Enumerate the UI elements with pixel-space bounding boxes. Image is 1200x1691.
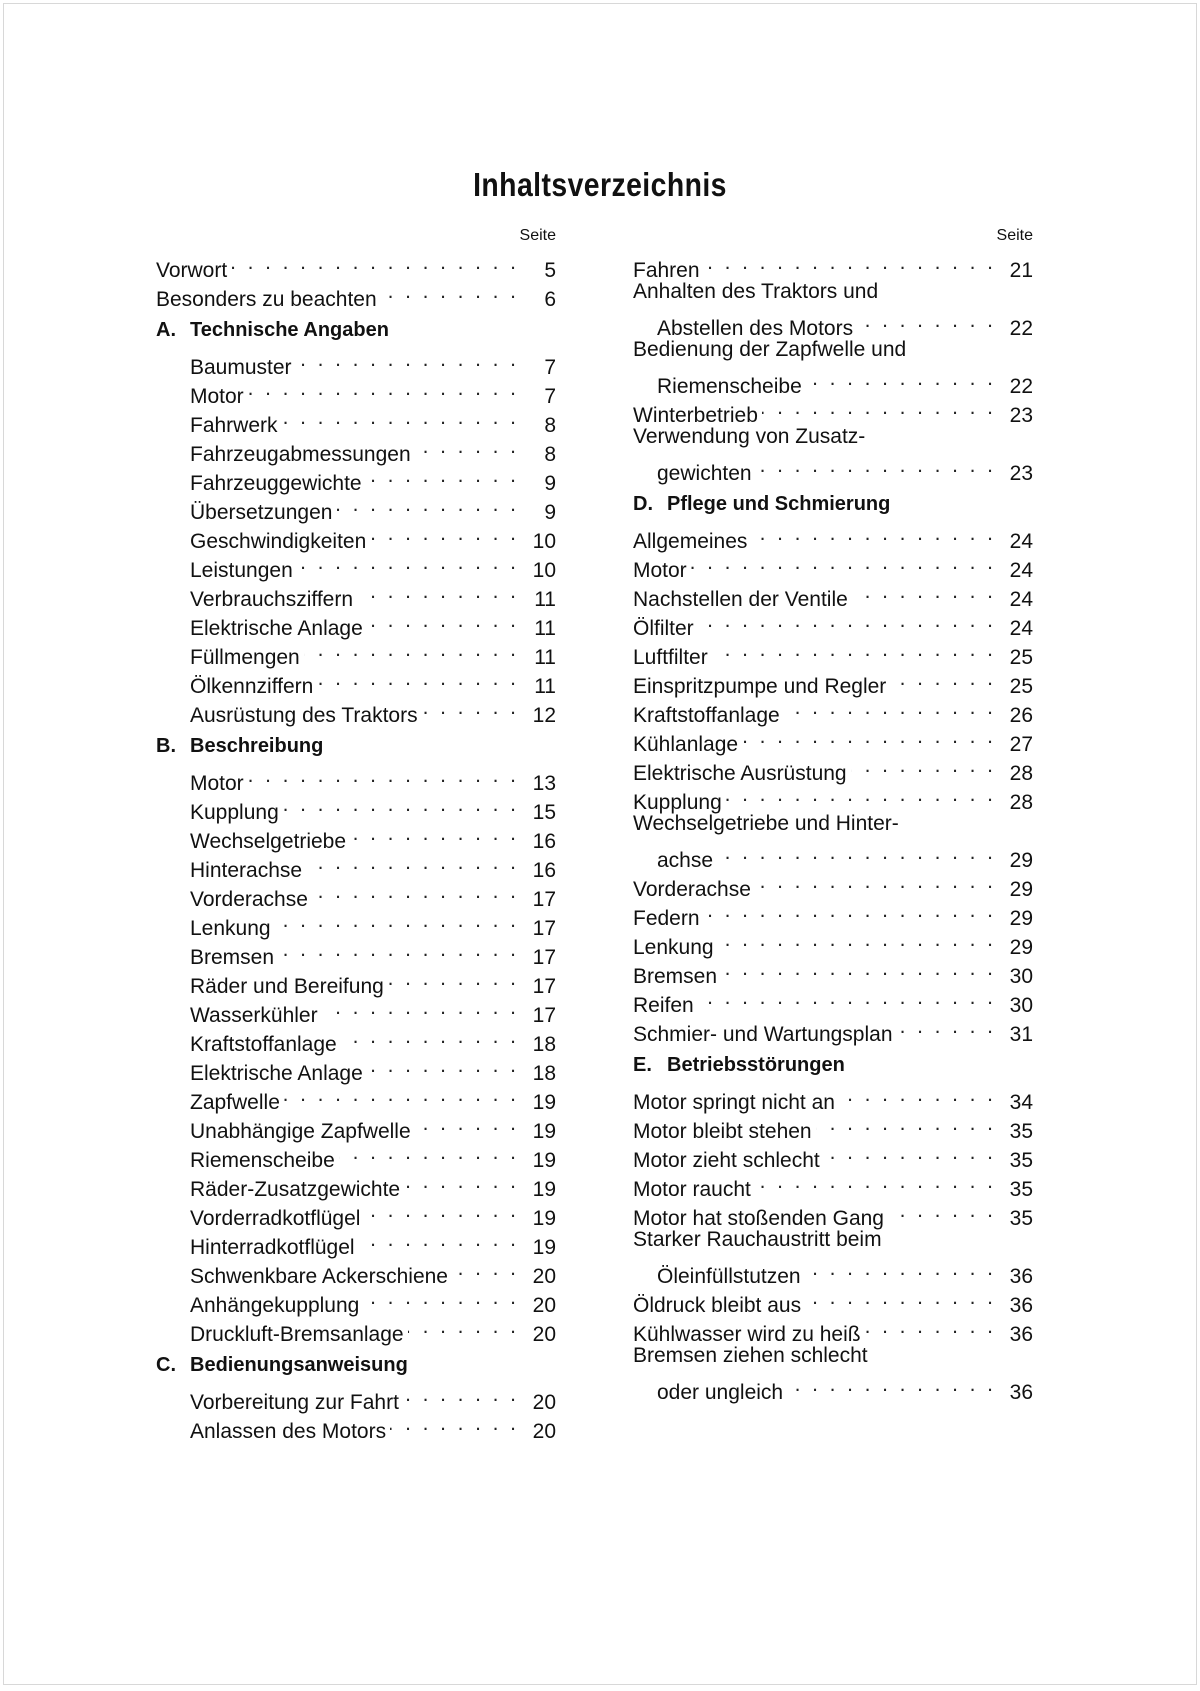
toc-entry-label: Ölfilter — [633, 617, 694, 640]
dot-leader — [712, 635, 993, 664]
dot-leader — [363, 1283, 516, 1312]
dot-leader — [317, 664, 516, 693]
toc-entry-label: Kupplung — [633, 791, 722, 814]
page-column-header — [156, 224, 556, 248]
toc-page-number: 29 — [1009, 849, 1033, 872]
toc-page-number: 34 — [1009, 1091, 1033, 1114]
toc-entry-label: gewichten — [657, 462, 752, 485]
dot-leader — [704, 248, 993, 277]
toc-entry-label: Vorderradkotflügel — [190, 1207, 361, 1230]
toc-page-number: 11 — [534, 588, 556, 611]
toc-entry-label: Lenkung — [633, 936, 714, 959]
toc-entry-label: Hinterradkotflügel — [190, 1236, 355, 1259]
toc-entry-label: Vorderachse — [633, 878, 751, 901]
toc-entry-label: Wasserkühler — [190, 1004, 318, 1027]
toc-entry-label: Riemenscheibe — [657, 375, 802, 398]
toc-page-number: 6 — [544, 288, 556, 311]
toc-page-number: 36 — [1009, 1381, 1033, 1404]
dot-leader — [341, 1022, 516, 1051]
toc-entry-label: Leistungen — [190, 559, 293, 582]
dot-leader — [339, 1138, 516, 1167]
dot-leader — [306, 848, 516, 877]
toc-entry-label: Elektrische Ausrüstung — [633, 762, 847, 785]
dot-leader — [364, 1196, 516, 1225]
toc-entry — [156, 1380, 556, 1414]
dot-leader — [806, 364, 993, 393]
document-page — [3, 3, 1197, 1685]
dot-leader — [390, 1409, 516, 1438]
toc-column-left — [156, 224, 556, 1443]
dot-leader — [452, 1254, 516, 1283]
toc-entry-label: Verbrauchsziffern — [190, 588, 354, 611]
dot-leader — [231, 248, 516, 277]
toc-entry-label: Kühlanlage — [633, 733, 739, 756]
toc-entry-label: Vorbereitung zur Fahrt — [190, 1391, 399, 1414]
toc-entry-label: Schwenkbare Ackerschiene — [190, 1265, 448, 1288]
toc-page-number: 35 — [1009, 1207, 1033, 1230]
toc-page-number: 25 — [1009, 675, 1033, 698]
dot-leader — [698, 983, 993, 1012]
toc-page-number: 11 — [534, 617, 556, 640]
toc-entry-label: Elektrische Anlage — [190, 1062, 363, 1085]
toc-page-number: 27 — [1009, 733, 1033, 756]
dot-leader — [370, 519, 516, 548]
dot-leader — [312, 877, 516, 906]
dot-leader — [275, 906, 516, 935]
toc-page-number: 8 — [544, 414, 556, 437]
toc-entry-label: Reifen — [633, 994, 694, 1017]
toc-entry-line: Bremsen ziehen schlecht — [633, 1344, 868, 1367]
toc-page-number: 5 — [544, 259, 556, 282]
toc-page-number: 21 — [1009, 259, 1033, 282]
toc-page-number: 29 — [1009, 907, 1033, 930]
section-title: Technische Angaben — [190, 319, 389, 341]
section-letter: E. — [633, 1054, 652, 1076]
toc-page-number: 19 — [532, 1120, 556, 1143]
toc-entry-label: Federn — [633, 907, 700, 930]
seite-label: Seite — [996, 227, 1033, 244]
toc-entry-line: Wechselgetriebe und Hinter- — [633, 812, 899, 835]
dot-leader — [408, 1312, 516, 1341]
section-heading — [156, 315, 556, 345]
dot-leader — [422, 693, 516, 722]
dot-leader — [698, 606, 993, 635]
toc-entry-label: achse — [657, 849, 714, 872]
toc-page-number: 20 — [532, 1323, 556, 1346]
toc-page-number: 20 — [532, 1294, 556, 1317]
toc-entry-label: Motor — [190, 772, 244, 795]
dot-leader — [726, 780, 993, 809]
section-title: Pflege und Schmierung — [667, 493, 891, 515]
dot-leader — [388, 964, 516, 993]
dot-leader — [282, 403, 516, 432]
toc-page-number: 17 — [532, 917, 556, 940]
toc-entry-label: Unabhängige Zapfwelle — [190, 1120, 411, 1143]
dot-leader — [890, 664, 993, 693]
toc-entry-label: Geschwindigkeiten — [190, 530, 367, 553]
toc-page-number: 30 — [1009, 994, 1033, 1017]
toc-entry-line: Bedienung der Zapfwelle und — [633, 338, 907, 361]
toc-entry-label: Motor — [633, 559, 687, 582]
toc-entry-label: Kupplung — [190, 801, 279, 824]
toc-entry-label: Wechselgetriebe — [190, 830, 347, 853]
toc-page-number: 18 — [532, 1062, 556, 1085]
toc-page-number: 16 — [532, 830, 556, 853]
toc-entry-label: Zapfwelle — [190, 1091, 280, 1114]
toc-page-number: 16 — [532, 859, 556, 882]
dot-leader — [367, 1051, 516, 1080]
toc-entry-label: Baumuster — [190, 356, 292, 379]
toc-page-number: 19 — [532, 1091, 556, 1114]
toc-page-number: 9 — [544, 472, 556, 495]
page-column-header — [633, 224, 1033, 248]
dot-leader — [857, 306, 993, 335]
section-letter: B. — [156, 735, 176, 757]
dot-leader — [336, 490, 516, 519]
toc-entry-label: Motor hat stoßenden Gang — [633, 1207, 884, 1230]
toc-entry-label: Bremsen — [633, 965, 718, 988]
section-heading — [156, 731, 556, 761]
toc-entry-label: Anhängekupplung — [190, 1294, 360, 1317]
dot-leader — [751, 519, 993, 548]
toc-entry-label: Vorderachse — [190, 888, 308, 911]
toc-page-number: 11 — [534, 675, 556, 698]
dot-leader — [248, 761, 516, 790]
section-heading — [633, 489, 1033, 519]
toc-page-number: 7 — [544, 356, 556, 379]
toc-entry-label: Ausrüstung des Traktors — [190, 704, 418, 727]
dot-leader — [865, 1312, 993, 1341]
toc-entry-label: Lenkung — [190, 917, 271, 940]
section-title: Beschreibung — [190, 735, 324, 757]
toc-page-number: 9 — [544, 501, 556, 524]
toc-entry-label: Schmier- und Wartungsplan — [633, 1023, 893, 1046]
toc-entry-label: Fahrzeugabmessungen — [190, 443, 411, 466]
toc-page-number: 26 — [1009, 704, 1033, 727]
dot-leader — [756, 451, 993, 480]
toc-entry-label: Riemenscheibe — [190, 1149, 335, 1172]
toc-page-number: 10 — [532, 530, 556, 553]
toc-page-number: 11 — [534, 646, 556, 669]
toc-entry-label: Motor raucht — [633, 1178, 751, 1201]
toc-page-number: 23 — [1009, 462, 1033, 485]
dot-leader — [755, 867, 993, 896]
toc-entry — [633, 248, 1033, 282]
toc-entry — [156, 761, 556, 795]
toc-entry — [633, 306, 1033, 340]
toc-entry-label: Allgemeines — [633, 530, 748, 553]
dot-leader — [283, 790, 516, 819]
dot-leader — [742, 722, 993, 751]
toc-entry-label: Räder und Bereifung — [190, 975, 384, 998]
toc-page-number: 23 — [1009, 404, 1033, 427]
toc-entry-label: Öldruck bleibt aus — [633, 1294, 802, 1317]
toc-entry-label: Druckluft-Bremsanlage — [190, 1323, 404, 1346]
toc-page-number: 22 — [1009, 317, 1033, 340]
toc-entry-label: Elektrische Anlage — [190, 617, 363, 640]
section-title: Bedienungsanweisung — [190, 1354, 408, 1376]
toc-entry-label: Motor bleibt stehen — [633, 1120, 812, 1143]
dot-leader — [787, 1370, 993, 1399]
toc-entry-label: Fahren — [633, 259, 700, 282]
dot-leader — [704, 896, 993, 925]
dot-leader — [322, 993, 516, 1022]
dot-leader — [824, 1138, 993, 1167]
toc-page-number: 36 — [1009, 1294, 1033, 1317]
toc-entry — [633, 364, 1033, 398]
toc-entry — [633, 1080, 1033, 1114]
toc-entry — [633, 548, 1033, 582]
toc-entry-label: Fahrzeuggewichte — [190, 472, 362, 495]
toc-page-number: 15 — [532, 801, 556, 824]
dot-leader — [359, 1225, 516, 1254]
toc-page-number: 10 — [532, 559, 556, 582]
toc-page-number: 36 — [1009, 1265, 1033, 1288]
toc-entry — [633, 838, 1033, 872]
dot-leader — [357, 577, 516, 606]
toc-page-number: 24 — [1009, 617, 1033, 640]
toc-entry-label: Übersetzungen — [190, 501, 333, 524]
toc-entry-label: Bremsen — [190, 946, 275, 969]
toc-page-number: 29 — [1009, 878, 1033, 901]
toc-entry-line: Verwendung von Zusatz- — [633, 425, 866, 448]
toc-entry-label: Motor zieht schlecht — [633, 1149, 820, 1172]
toc-page-number: 28 — [1009, 762, 1033, 785]
dot-leader — [805, 1254, 993, 1283]
dot-leader — [404, 1167, 516, 1196]
toc-page-number: 8 — [544, 443, 556, 466]
toc-entry — [633, 1254, 1033, 1288]
toc-page-number: 30 — [1009, 965, 1033, 988]
toc-entry-label: Vorwort — [156, 259, 228, 282]
dot-leader — [415, 1109, 516, 1138]
toc-entry-label: Öleinfüllstutzen — [657, 1265, 801, 1288]
toc-entry — [156, 248, 556, 282]
dot-leader — [718, 925, 993, 954]
toc-page-number: 35 — [1009, 1178, 1033, 1201]
toc-page-number: 35 — [1009, 1149, 1033, 1172]
section-letter: D. — [633, 493, 653, 515]
dot-leader — [296, 345, 516, 374]
dot-leader — [403, 1380, 516, 1409]
toc-entry-label: Anlassen des Motors — [190, 1420, 387, 1443]
toc-entry-label: Räder-Zusatzgewichte — [190, 1178, 401, 1201]
toc-entry-label: Winterbetrieb — [633, 404, 758, 427]
toc-page-number: 28 — [1009, 791, 1033, 814]
toc-page-number: 24 — [1009, 588, 1033, 611]
toc-page-number: 18 — [532, 1033, 556, 1056]
toc-entry — [633, 1370, 1033, 1404]
toc-entry-label: Füllmengen — [190, 646, 300, 669]
dot-leader — [816, 1109, 993, 1138]
toc-page-number: 17 — [532, 888, 556, 911]
section-letter: A. — [156, 319, 176, 341]
toc-page-number: 35 — [1009, 1120, 1033, 1143]
dot-leader — [304, 635, 516, 664]
toc-entry — [633, 519, 1033, 553]
section-title: Betriebsstörungen — [667, 1054, 845, 1076]
dot-leader — [888, 1196, 993, 1225]
dot-leader — [762, 393, 993, 422]
toc-page-number: 17 — [532, 1004, 556, 1027]
toc-entry-label: oder ungleich — [657, 1381, 784, 1404]
dot-leader — [851, 751, 993, 780]
dot-leader — [852, 577, 993, 606]
toc-entry-label: Einspritzpumpe und Regler — [633, 675, 887, 698]
toc-page-number: 17 — [532, 975, 556, 998]
toc-page-number: 25 — [1009, 646, 1033, 669]
toc-entry-label: Fahrwerk — [190, 414, 278, 437]
toc-page-number: 19 — [532, 1236, 556, 1259]
dot-leader — [248, 374, 516, 403]
toc-page-number: 19 — [532, 1149, 556, 1172]
toc-page-number: 24 — [1009, 559, 1033, 582]
dot-leader — [381, 277, 516, 306]
dot-leader — [297, 548, 516, 577]
toc-page-number: 22 — [1009, 375, 1033, 398]
section-letter: C. — [156, 1354, 176, 1376]
toc-entry-label: Kraftstoffanlage — [190, 1033, 337, 1056]
toc-entry-label: Hinterachse — [190, 859, 303, 882]
toc-page-number: 20 — [532, 1391, 556, 1414]
toc-entry-label: Besonders zu beachten — [156, 288, 377, 311]
dot-leader — [415, 432, 516, 461]
toc-entry-label: Kraftstoffanlage — [633, 704, 780, 727]
dot-leader — [691, 548, 993, 577]
dot-leader — [784, 693, 993, 722]
dot-leader — [717, 838, 993, 867]
dot-leader — [897, 1012, 993, 1041]
section-heading — [633, 1050, 1033, 1080]
seite-label: Seite — [519, 227, 556, 244]
toc-entry — [156, 345, 556, 379]
toc-page-number: 17 — [532, 946, 556, 969]
toc-page-number: 29 — [1009, 936, 1033, 959]
toc-page-number: 20 — [532, 1265, 556, 1288]
toc-entry-label: Ölkennziffern — [190, 675, 314, 698]
toc-page-number: 19 — [532, 1178, 556, 1201]
toc-entry — [633, 451, 1033, 485]
toc-entry-line: Anhalten des Traktors und — [633, 280, 879, 303]
toc-entry-label: Luftfilter — [633, 646, 708, 669]
toc-entry-label: Abstellen des Motors — [657, 317, 854, 340]
dot-leader — [839, 1080, 993, 1109]
toc-page-number: 12 — [532, 704, 556, 727]
toc-entry-label: Nachstellen der Ventile — [633, 588, 848, 611]
toc-page-number: 20 — [532, 1420, 556, 1443]
toc-entry — [633, 577, 1033, 611]
toc-page-number: 24 — [1009, 530, 1033, 553]
toc-page-number: 13 — [532, 772, 556, 795]
dot-leader — [350, 819, 516, 848]
page-title: Inhaltsverzeichnis — [473, 166, 727, 203]
dot-leader — [755, 1167, 993, 1196]
toc-page-number: 36 — [1009, 1323, 1033, 1346]
dot-leader — [367, 606, 516, 635]
dot-leader — [278, 935, 516, 964]
toc-entry-label: Motor — [190, 385, 244, 408]
toc-page-number: 19 — [532, 1207, 556, 1230]
toc-page-number: 7 — [544, 385, 556, 408]
toc-entry-label: Motor springt nicht an — [633, 1091, 835, 1114]
toc-entry-line: Starker Rauchaustritt beim — [633, 1228, 882, 1251]
dot-leader — [284, 1080, 516, 1109]
section-heading — [156, 1350, 556, 1380]
dot-leader — [366, 461, 516, 490]
toc-entry-label: Kühlwasser wird zu heiß — [633, 1323, 861, 1346]
dot-leader — [721, 954, 993, 983]
toc-column-right — [633, 224, 1033, 1404]
dot-leader — [805, 1283, 993, 1312]
toc-page-number: 31 — [1009, 1023, 1033, 1046]
